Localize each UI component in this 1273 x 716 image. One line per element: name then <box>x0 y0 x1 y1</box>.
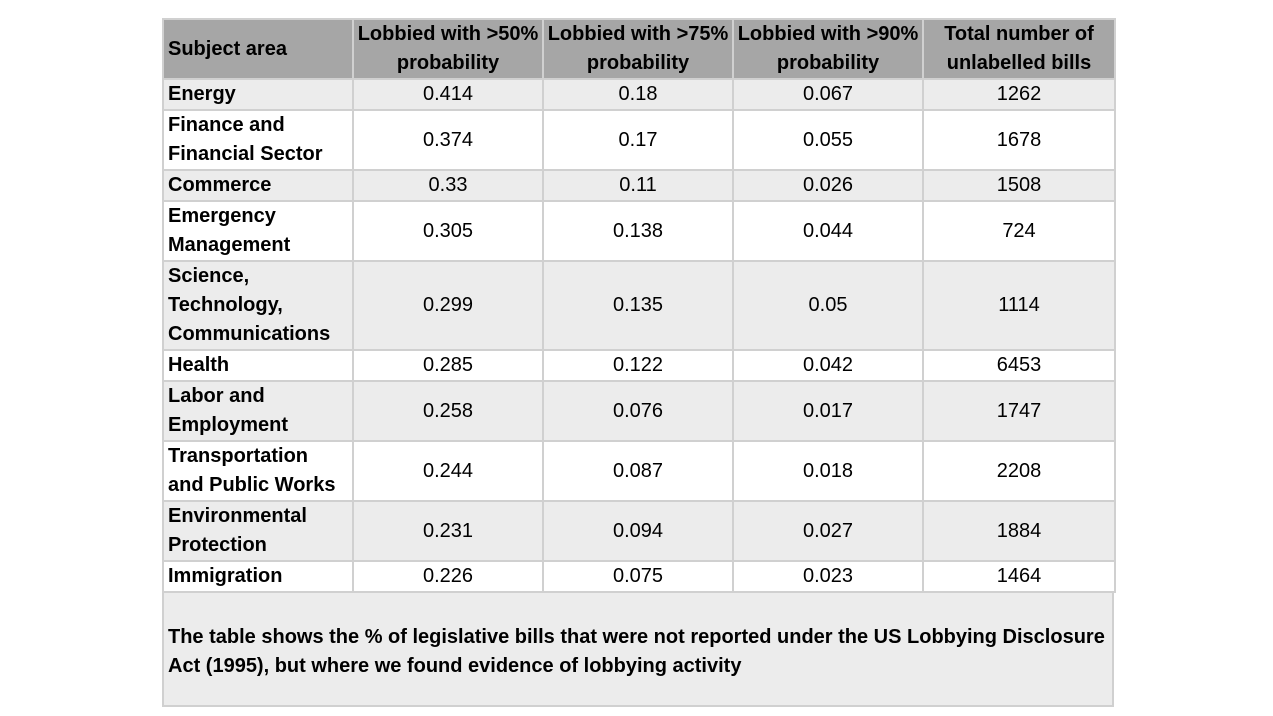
row-total: 1747 <box>923 381 1115 441</box>
row-p50: 0.244 <box>353 441 543 501</box>
row-p90: 0.05 <box>733 261 923 350</box>
row-p50: 0.33 <box>353 170 543 201</box>
row-p50: 0.414 <box>353 79 543 110</box>
row-p75: 0.094 <box>543 501 733 561</box>
row-total: 1114 <box>923 261 1115 350</box>
row-p50: 0.305 <box>353 201 543 261</box>
row-p90: 0.067 <box>733 79 923 110</box>
row-subject: Commerce <box>163 170 353 201</box>
row-p90: 0.042 <box>733 350 923 381</box>
table-row <box>163 381 1115 441</box>
row-subject: Health <box>163 350 353 381</box>
row-subject: Immigration <box>163 561 353 592</box>
row-p75: 0.087 <box>543 441 733 501</box>
row-p90: 0.027 <box>733 501 923 561</box>
row-p75: 0.18 <box>543 79 733 110</box>
table-row <box>163 110 1115 170</box>
header-subject-area: Subject area <box>163 19 353 79</box>
row-total: 2208 <box>923 441 1115 501</box>
row-total: 1464 <box>923 561 1115 592</box>
row-p50: 0.226 <box>353 561 543 592</box>
row-p90: 0.017 <box>733 381 923 441</box>
row-total: 1678 <box>923 110 1115 170</box>
row-subject: Transportation and Public Works <box>163 441 353 501</box>
row-p90: 0.026 <box>733 170 923 201</box>
row-p90: 0.055 <box>733 110 923 170</box>
table-row <box>163 350 1115 381</box>
row-p50: 0.374 <box>353 110 543 170</box>
header-total-unlabelled: Total number of unlabelled bills <box>923 19 1115 79</box>
lobbying-table-sheet <box>162 18 1114 707</box>
row-subject: Emergency Management <box>163 201 353 261</box>
row-p90: 0.044 <box>733 201 923 261</box>
row-p90: 0.023 <box>733 561 923 592</box>
row-subject: Environmental Protection <box>163 501 353 561</box>
row-total: 724 <box>923 201 1115 261</box>
row-total: 6453 <box>923 350 1115 381</box>
row-p75: 0.135 <box>543 261 733 350</box>
row-total: 1508 <box>923 170 1115 201</box>
row-p75: 0.122 <box>543 350 733 381</box>
header-lobbied-50: Lobbied with >50% probability <box>353 19 543 79</box>
row-p75: 0.11 <box>543 170 733 201</box>
row-p75: 0.138 <box>543 201 733 261</box>
table-row <box>163 441 1115 501</box>
row-subject: Science, Technology, Communications <box>163 261 353 350</box>
header-lobbied-75: Lobbied with >75% probability <box>543 19 733 79</box>
row-p75: 0.076 <box>543 381 733 441</box>
header-lobbied-90: Lobbied with >90% probability <box>733 19 923 79</box>
row-subject: Finance and Financial Sector <box>163 110 353 170</box>
table-row <box>163 261 1115 350</box>
row-total: 1884 <box>923 501 1115 561</box>
row-subject: Labor and Employment <box>163 381 353 441</box>
row-total: 1262 <box>923 79 1115 110</box>
table-row <box>163 201 1115 261</box>
lobbying-table <box>162 18 1116 593</box>
row-p75: 0.075 <box>543 561 733 592</box>
row-p50: 0.285 <box>353 350 543 381</box>
table-row <box>163 561 1115 592</box>
row-p50: 0.299 <box>353 261 543 350</box>
table-row <box>163 170 1115 201</box>
row-p50: 0.258 <box>353 381 543 441</box>
table-row <box>163 501 1115 561</box>
row-p50: 0.231 <box>353 501 543 561</box>
table-header-row <box>163 19 1115 79</box>
row-p90: 0.018 <box>733 441 923 501</box>
row-subject: Energy <box>163 79 353 110</box>
table-row <box>163 79 1115 110</box>
row-p75: 0.17 <box>543 110 733 170</box>
table-footnote: The table shows the % of legislative bills that were not reported under the US Lobbying Disclosure Act (1995), but where we found evidence of lobbying activity <box>162 593 1114 707</box>
